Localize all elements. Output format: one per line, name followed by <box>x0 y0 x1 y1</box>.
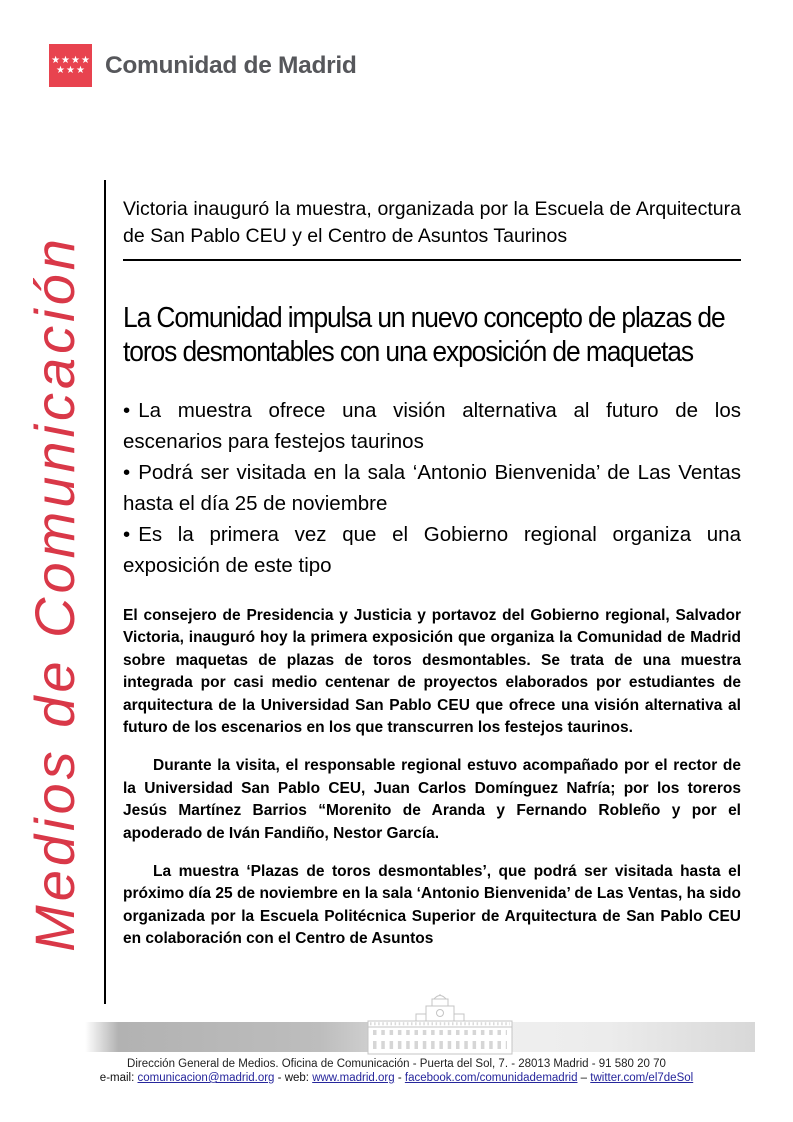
web-label: - web: <box>274 1072 313 1084</box>
body-paragraph: La muestra ‘Plazas de toros desmontables’, que podrá ser visitada hasta el próximo día 25 de noviembre en la sala ‘Antonio Bienvenida’ de Las Ventas, ha sido organizada por la Escuela Politécnica Superior de Arquitectura de San Pablo CEU en colaboración con el Centro de Asuntos <box>123 863 741 948</box>
body-paragraph: El consejero de Presidencia y Justicia y portavoz del Gobierno regional, Salvador Victoria, inauguró hoy la primera exposición que organiza la Comunidad de Madrid sobre maquetas de plazas de toros desmontables. Se trata de una muestra integrada por casi medio centenar de proyectos elaborados por estudiantes de arquitectura de la Universidad San Pablo CEU que ofrece una visión alternativa al futuro de los escenarios en los que transcurren los festejos taurinos. <box>123 607 741 737</box>
flag-stars-row-top: ★★★★ <box>51 54 91 66</box>
brand-header <box>49 44 357 87</box>
vertical-banner <box>4 182 104 1004</box>
bullet-text: La muestra ofrece una visión alternativa al futuro de los escenarios para festejos taurinos <box>123 399 741 453</box>
separator: - <box>394 1072 405 1084</box>
bullet-item <box>123 457 741 519</box>
body-paragraphs <box>123 605 741 951</box>
twitter-link[interactable]: twitter.com/el7deSol <box>590 1072 694 1084</box>
bullet-item <box>123 519 741 581</box>
headline: La Comunidad impulsa un nuevo concepto de plazas de toros desmontables con una exposición de maquetas <box>123 302 725 368</box>
document-content <box>123 196 741 967</box>
separator: – <box>577 1072 591 1084</box>
email-link[interactable]: comunicacion@madrid.org <box>137 1072 275 1084</box>
kicker-line: Victoria inauguró la muestra, organizada por la Escuela de Arquitectura de San Pablo CEU y el Centro de Asuntos Taurinos <box>123 196 741 261</box>
email-label: e-mail: <box>99 1072 138 1084</box>
highlight-bullets <box>123 395 741 581</box>
vertical-banner-text: Medios de Comunicación <box>22 234 86 952</box>
bullet-item <box>123 395 741 457</box>
bullet-marker: • <box>123 461 131 484</box>
facebook-link[interactable]: facebook.com/comunidademadrid <box>404 1072 578 1084</box>
casa-de-correos-building-icon <box>358 994 522 1058</box>
org-name: Comunidad de Madrid <box>105 51 357 79</box>
footer-links-line <box>40 1071 753 1085</box>
bullet-text: Es la primera vez que el Gobierno regional organiza una exposición de este tipo <box>123 523 741 577</box>
vertical-divider <box>104 180 106 1004</box>
body-paragraph: Durante la visita, el responsable regional estuvo acompañado por el rector de la Universidad San Pablo CEU, Juan Carlos Domínguez Nafría; por los toreros Jesús Martínez Barrios “Morenito de Aranda y Fernando Robleño y por el apoderado de Iván Fandiño, Nestor García. <box>123 757 741 842</box>
web-link[interactable]: www.madrid.org <box>312 1072 395 1084</box>
bullet-text: Podrá ser visitada en la sala ‘Antonio Bienvenida’ de Las Ventas hasta el día 25 de noviembre <box>123 461 741 515</box>
bullet-marker: • <box>123 399 131 422</box>
bullet-marker: • <box>123 523 131 546</box>
footer-address-line: Dirección General de Medios. Oficina de Comunicación - Puerta del Sol, 7. - 28013 Madrid - 91 580 20 70 <box>127 1058 666 1070</box>
madrid-flag-logo-icon <box>49 44 92 87</box>
flag-stars-row-bottom: ★★★ <box>56 64 86 76</box>
footer-contact <box>40 1057 753 1085</box>
